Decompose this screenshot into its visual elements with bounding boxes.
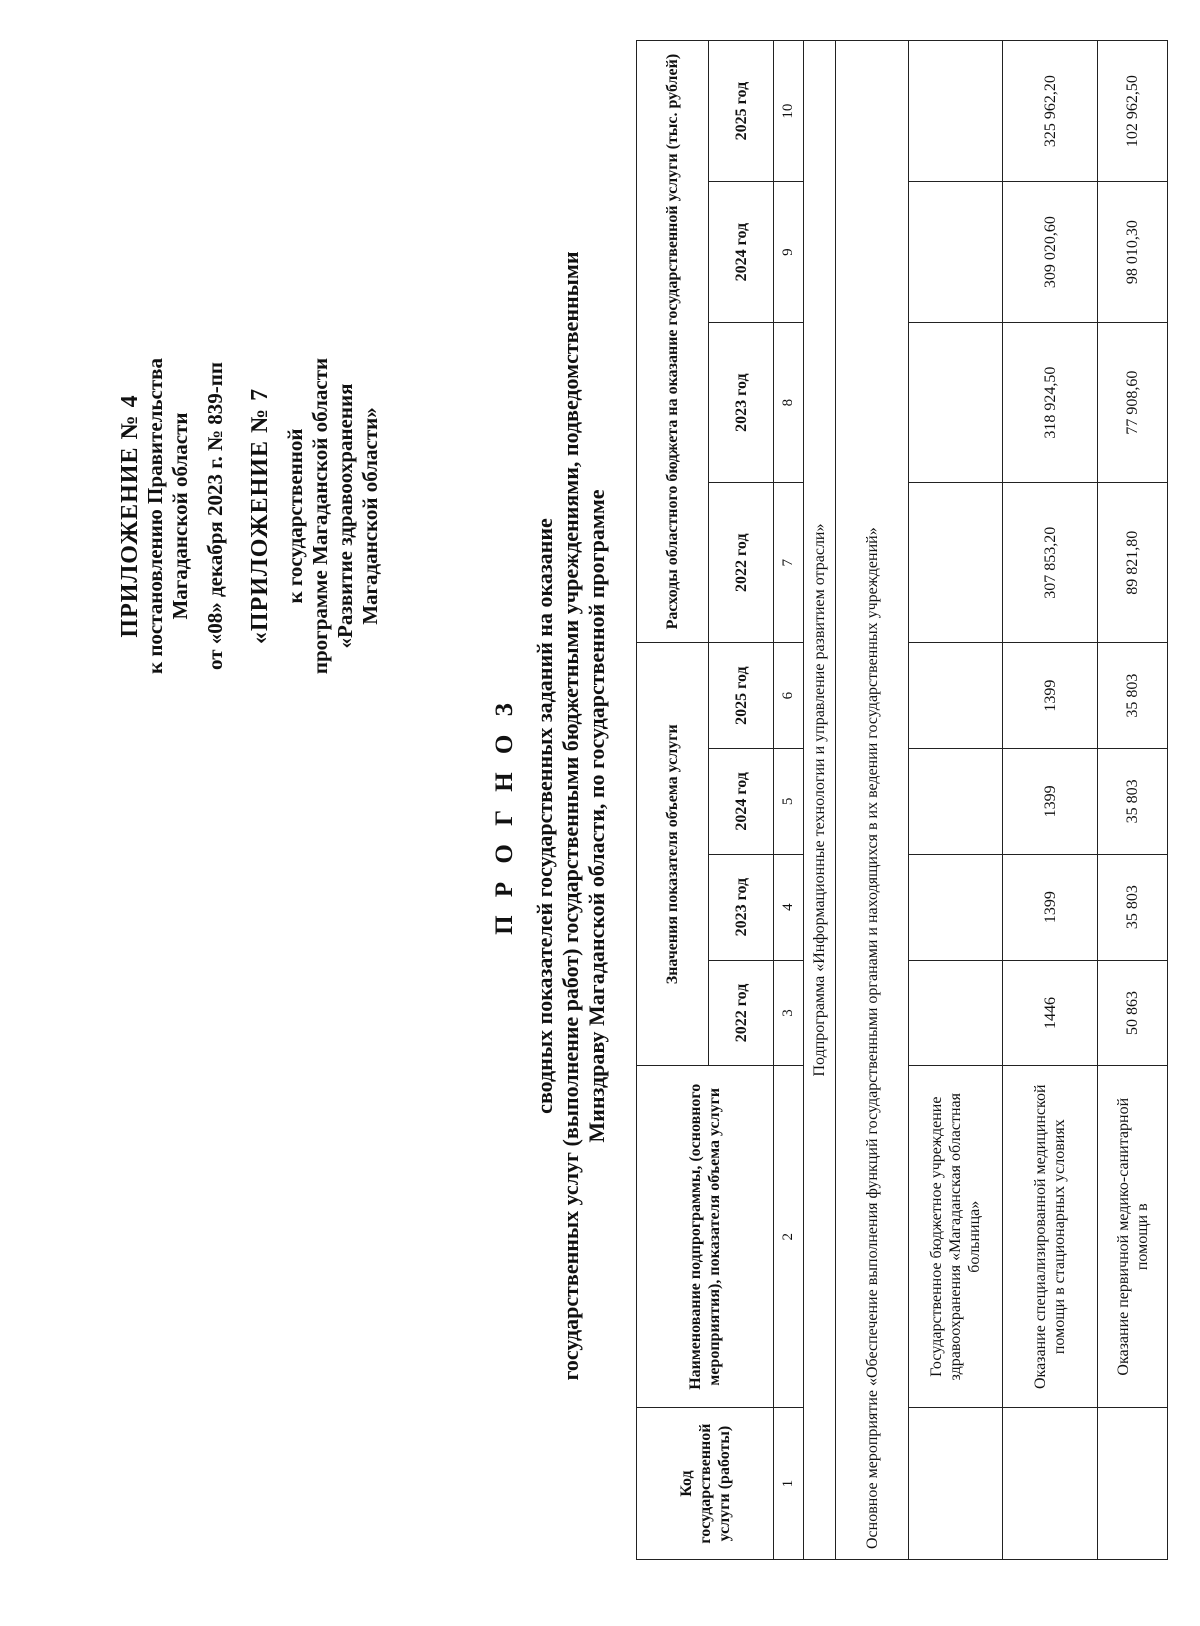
- header-volume-group: Значения показателя объема услуги: [637, 643, 709, 1066]
- volume-2022: 50 863: [1098, 960, 1168, 1066]
- appendix-line: «Развитие здравоохранения: [333, 383, 357, 649]
- row-name: Оказание первичной медико-санитарной помощи в: [1098, 1066, 1168, 1408]
- volume-2022: 1446: [1003, 960, 1098, 1066]
- volume-2024: 1399: [1003, 749, 1098, 855]
- expense-2023: 318 924,50: [1003, 323, 1098, 483]
- header-year: 2024 год: [709, 182, 774, 323]
- column-number: 2: [774, 1066, 804, 1408]
- header-year: 2022 год: [709, 960, 774, 1066]
- heading-title: П Р О Г Н О З: [491, 697, 518, 935]
- header-year: 2023 год: [709, 854, 774, 960]
- volume-2023: 35 803: [1098, 854, 1168, 960]
- expense-2025: 325 962,20: [1003, 41, 1098, 182]
- volume-2025: 1399: [1003, 643, 1098, 749]
- table-cell-empty: [908, 1408, 1003, 1560]
- row-code: [1098, 1408, 1168, 1560]
- expense-2024: 309 020,60: [1003, 182, 1098, 323]
- forecast-table: [636, 40, 1168, 1560]
- appendix-line: к постановлению Правительства: [143, 357, 167, 675]
- volume-2025: 35 803: [1098, 643, 1168, 749]
- column-number: 5: [774, 749, 804, 855]
- table-row: [1003, 41, 1098, 1560]
- header-year: 2022 год: [709, 483, 774, 643]
- header-year: 2025 год: [709, 41, 774, 182]
- header-year: 2025 год: [709, 643, 774, 749]
- appendix-block: [118, 236, 383, 796]
- column-number: 3: [774, 960, 804, 1066]
- appendix-line: Магаданской области»: [358, 407, 382, 625]
- expense-2025: 102 962,50: [1098, 41, 1168, 182]
- header-year: 2024 год: [709, 749, 774, 855]
- expense-2024: 98 010,30: [1098, 182, 1168, 323]
- appendix-line: к государственной: [283, 428, 307, 604]
- column-number: 10: [774, 41, 804, 182]
- institution-name: Государственное бюджетное учреждение здравоохранения «Магаданская областная больница»: [908, 1066, 1003, 1408]
- column-number: 9: [774, 182, 804, 323]
- appendix-line: программе Магаданской области: [308, 357, 332, 675]
- expense-2022: 307 853,20: [1003, 483, 1098, 643]
- appendix-title-2: «ПРИЛОЖЕНИЕ № 7: [247, 387, 273, 645]
- column-number: 7: [774, 483, 804, 643]
- main-activity-row: Основное мероприятие «Обеспечение выполнения функций государственными органами и находящихся в их ведении государственных учреждений»: [836, 41, 908, 1560]
- table-row: [1098, 41, 1168, 1560]
- column-number: 4: [774, 854, 804, 960]
- row-name: Оказание специализированной медицинской помощи в стационарных условиях: [1003, 1066, 1098, 1408]
- appendix-title: ПРИЛОЖЕНИЕ № 4: [117, 394, 143, 638]
- heading-line: Минздраву Магаданской области, по государственной программе: [584, 489, 609, 1143]
- appendix-date-line: от «08» декабря 2023 г. № 839-пп: [203, 361, 227, 671]
- header-year: 2023 год: [709, 323, 774, 483]
- expense-2023: 77 908,60: [1098, 323, 1168, 483]
- heading-line: государственных услуг (выполнение работ) государственными бюджетными учреждениями, подведомственными: [558, 251, 583, 1381]
- column-number: 6: [774, 643, 804, 749]
- heading-line: сводных показателей государственных заданий на оказание: [532, 518, 557, 1114]
- expense-2022: 89 821,80: [1098, 483, 1168, 643]
- row-code: [1003, 1408, 1098, 1560]
- volume-2024: 35 803: [1098, 749, 1168, 855]
- appendix-line: Магаданской области: [168, 412, 192, 620]
- header-code: Код государственной услуги (работы): [637, 1408, 774, 1560]
- header-expense-group: Расходы областного бюджета на оказание государственной услуги (тыс. рублей): [637, 41, 709, 643]
- document-heading: [492, 106, 610, 1526]
- volume-2023: 1399: [1003, 854, 1098, 960]
- column-number: 8: [774, 323, 804, 483]
- column-number: 1: [774, 1408, 804, 1560]
- header-name: Наименование подпрограммы, (основного мероприятия), показателя объема услуги: [637, 1066, 774, 1408]
- subprogram-row: Подпрограмма «Информационные технологии и управление развитием отрасли»: [804, 41, 836, 1560]
